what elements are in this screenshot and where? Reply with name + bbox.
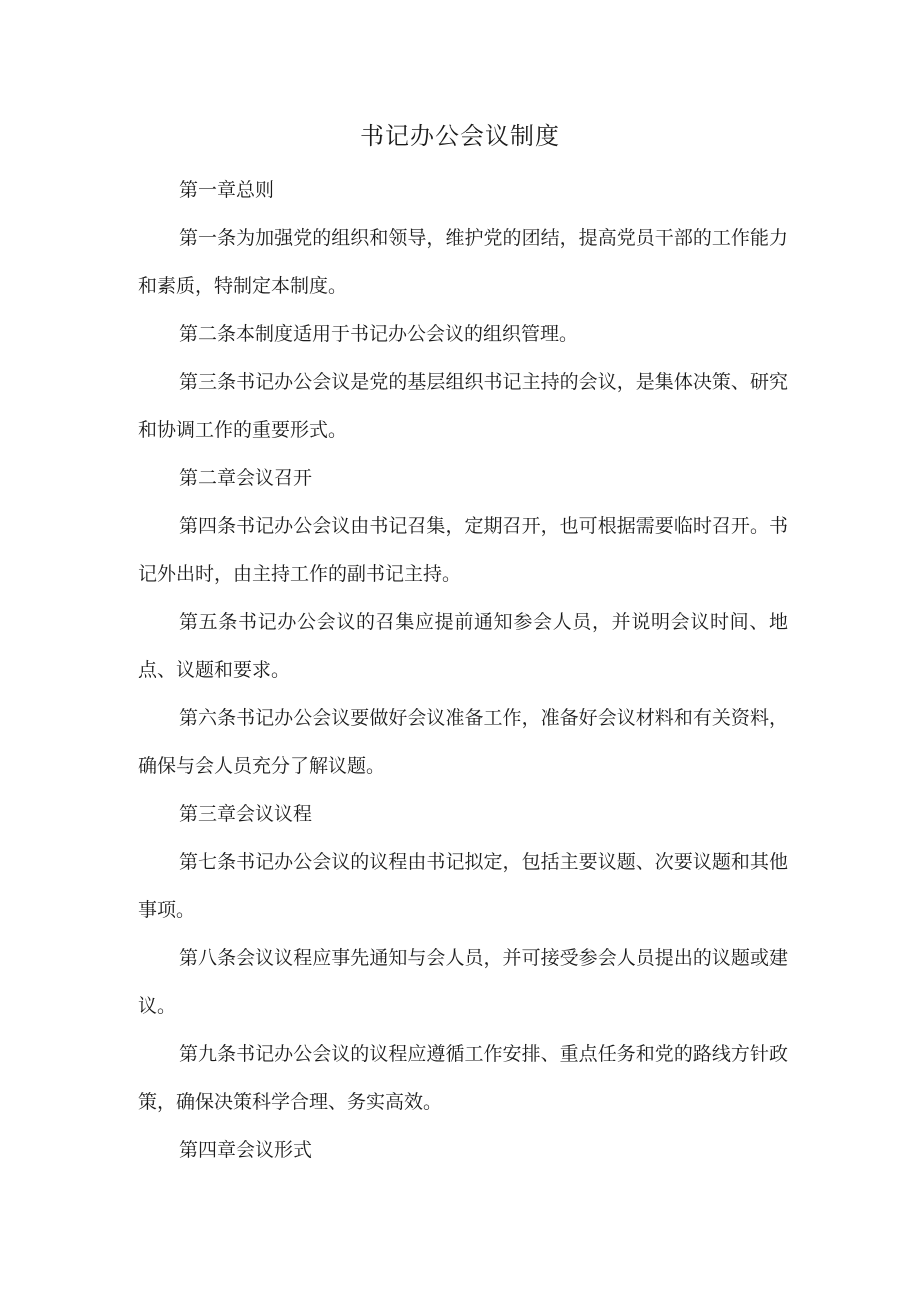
document-body: [138, 166, 788, 1174]
article-7: 第七条书记办公会议的议程由书记拟定，包括主要议题、次要议题和其他事项。: [138, 851, 788, 921]
document-title: 书记办公会议制度: [360, 122, 560, 150]
chapter-heading-1: 第一章总则: [179, 179, 275, 201]
article-1: 第一条为加强党的组织和领导，维护党的团结，提高党员干部的工作能力和素质，特制定本制度。: [138, 227, 788, 297]
article-3: 第三条书记办公会议是党的基层组织书记主持的会议，是集体决策、研究和协调工作的重要形式。: [138, 371, 788, 441]
article-8: 第八条会议议程应事先通知与会人员，并可接受参会人员提出的议题或建议。: [138, 947, 788, 1017]
chapter-heading-3: 第三章会议议程: [179, 803, 313, 825]
article-2: 第二条本制度适用于书记办公会议的组织管理。: [179, 323, 579, 345]
chapter-heading-4: 第四章会议形式: [179, 1139, 313, 1161]
chapter-heading-2: 第二章会议召开: [179, 467, 313, 489]
article-4: 第四条书记办公会议由书记召集，定期召开，也可根据需要临时召开。书记外出时，由主持工作的副书记主持。: [138, 515, 788, 585]
article-5: 第五条书记办公会议的召集应提前通知参会人员，并说明会议时间、地点、议题和要求。: [138, 611, 788, 681]
article-9: 第九条书记办公会议的议程应遵循工作安排、重点任务和党的路线方针政策，确保决策科学合理、务实高效。: [138, 1043, 788, 1113]
article-6: 第六条书记办公会议要做好会议准备工作，准备好会议材料和有关资料，确保与会人员充分了解议题。: [138, 707, 788, 777]
